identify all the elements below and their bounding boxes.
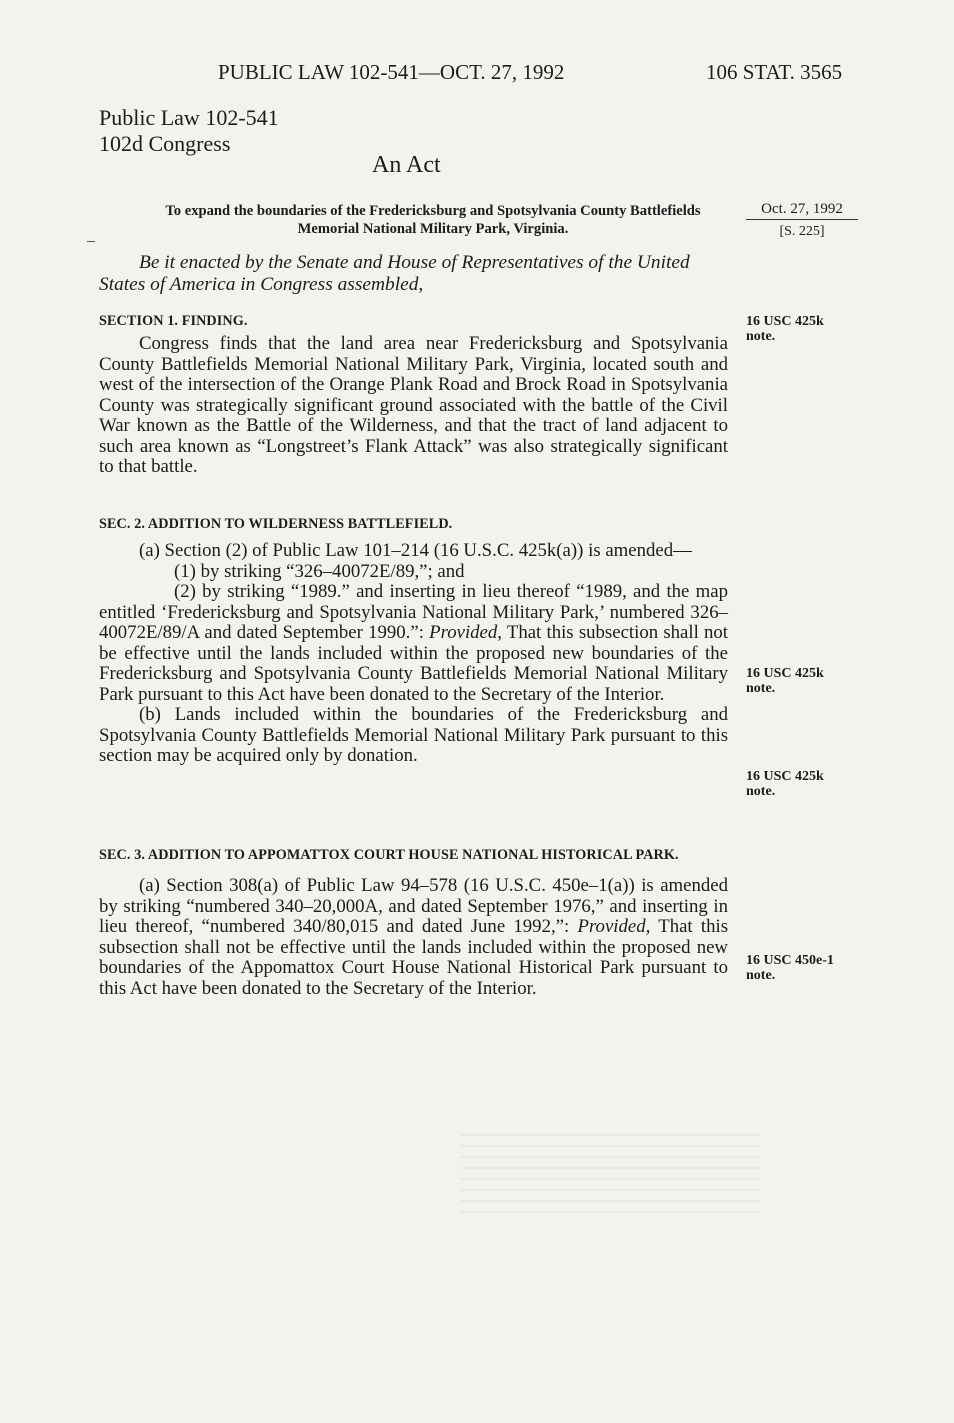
running-header-left: PUBLIC LAW 102-541—OCT. 27, 1992	[218, 60, 565, 84]
section-2	[99, 516, 728, 767]
section-1-text: Congress finds that the land area near Fredericksburg and Spotsylvania County Battlefields Memorial National Military Park, Virginia, located south and west of the intersection of the Orange Plank Road and Brock Road in Spotsylvania County was strategically significant ground associated with the battle of the Civil War known as the Battle of the Wilderness, and that the tract of land adjacent to such area known as “Longstreet’s Flank Attack” was also strategically significant to that battle.	[99, 333, 728, 477]
bill-number: [S. 225]	[779, 224, 825, 239]
side-note-4: 16 USC 450e-1 note.	[746, 953, 834, 983]
law-title-block	[99, 105, 279, 157]
section-3-a	[99, 876, 728, 999]
enacting-clause: Be it enacted by the Senate and House of Representatives of the United States of America in Congress assembled,	[99, 252, 690, 295]
running-header-right: 106 STAT. 3565	[706, 60, 843, 84]
section-3	[99, 846, 728, 999]
section-2-a-1: (1) by striking “326–40072E/89,”; and	[174, 560, 465, 582]
section-1	[99, 313, 728, 478]
side-note-2: 16 USC 425k note.	[746, 666, 824, 696]
section-2-b: (b) Lands included within the boundaries of the Fredericksburg and Spotsylvania County Battlefields Memorial National Military Park pursuant to this section may be acquired only by donation.	[99, 704, 728, 766]
section-3-a-proviso: Provided,	[577, 916, 651, 937]
margin-mark	[87, 241, 95, 242]
section-2-a-2	[99, 582, 728, 705]
section-3-heading: SEC. 3. ADDITION TO APPOMATTOX COURT HOUSE NATIONAL HISTORICAL PARK.	[99, 847, 679, 863]
act-purpose: To expand the boundaries of the Fredericksburg and Spotsylvania County Battlefields Memorial National Military Park, Virginia.	[165, 203, 701, 237]
an-act-title: An Act	[372, 152, 441, 178]
public-law-number: Public Law 102-541	[99, 105, 279, 130]
side-note-3: 16 USC 425k note.	[746, 769, 824, 799]
bleed-through-texture	[460, 1125, 760, 1215]
section-1-heading: SECTION 1. FINDING.	[99, 313, 248, 329]
congress-label: 102d Congress	[99, 131, 231, 156]
section-2-a-intro: (a) Section (2) of Public Law 101–214 (16 U.S.C. 425k(a)) is amended—	[139, 540, 692, 561]
side-note-1: 16 USC 425k note.	[746, 314, 824, 344]
enactment-date: Oct. 27, 1992	[746, 200, 858, 220]
section-3-a-rest: That this subsection shall not be effective until the lands included within the proposed new boundaries of the Appomattox Court House National Historical Park pursuant to this Act have been donated to the Secretary of the Interior.	[99, 916, 729, 999]
section-2-a-2-proviso: Provided,	[429, 622, 502, 643]
section-2-heading: SEC. 2. ADDITION TO WILDERNESS BATTLEFIELD.	[99, 516, 453, 532]
section-2-a-2-text: (2) by striking “1989.” and inserting in lieu thereof “1989, and the map entitled ‘Fredericksburg and Spotsylvania National Military Park,’ numbered 326–40072E/89/A and dated September 1990.”:	[99, 581, 728, 643]
section-2-a-2-rest: That this subsection shall not be effective until the lands included within the proposed new boundaries of the Fredericksburg and Spotsylvania County Battlefields Memorial National Military Park pursuant to this Act have been donated to the Secretary of the Interior.	[99, 622, 729, 705]
section-3-a-text: (a) Section 308(a) of Public Law 94–578 (16 U.S.C. 450e–1(a)) is amended by striking “numbered 340–20,000A, and dated September 1976,” and inserting in lieu thereof, “numbered 340/80,015 and dated June 1992,”:	[99, 875, 728, 937]
enactment-date-box	[746, 200, 858, 241]
